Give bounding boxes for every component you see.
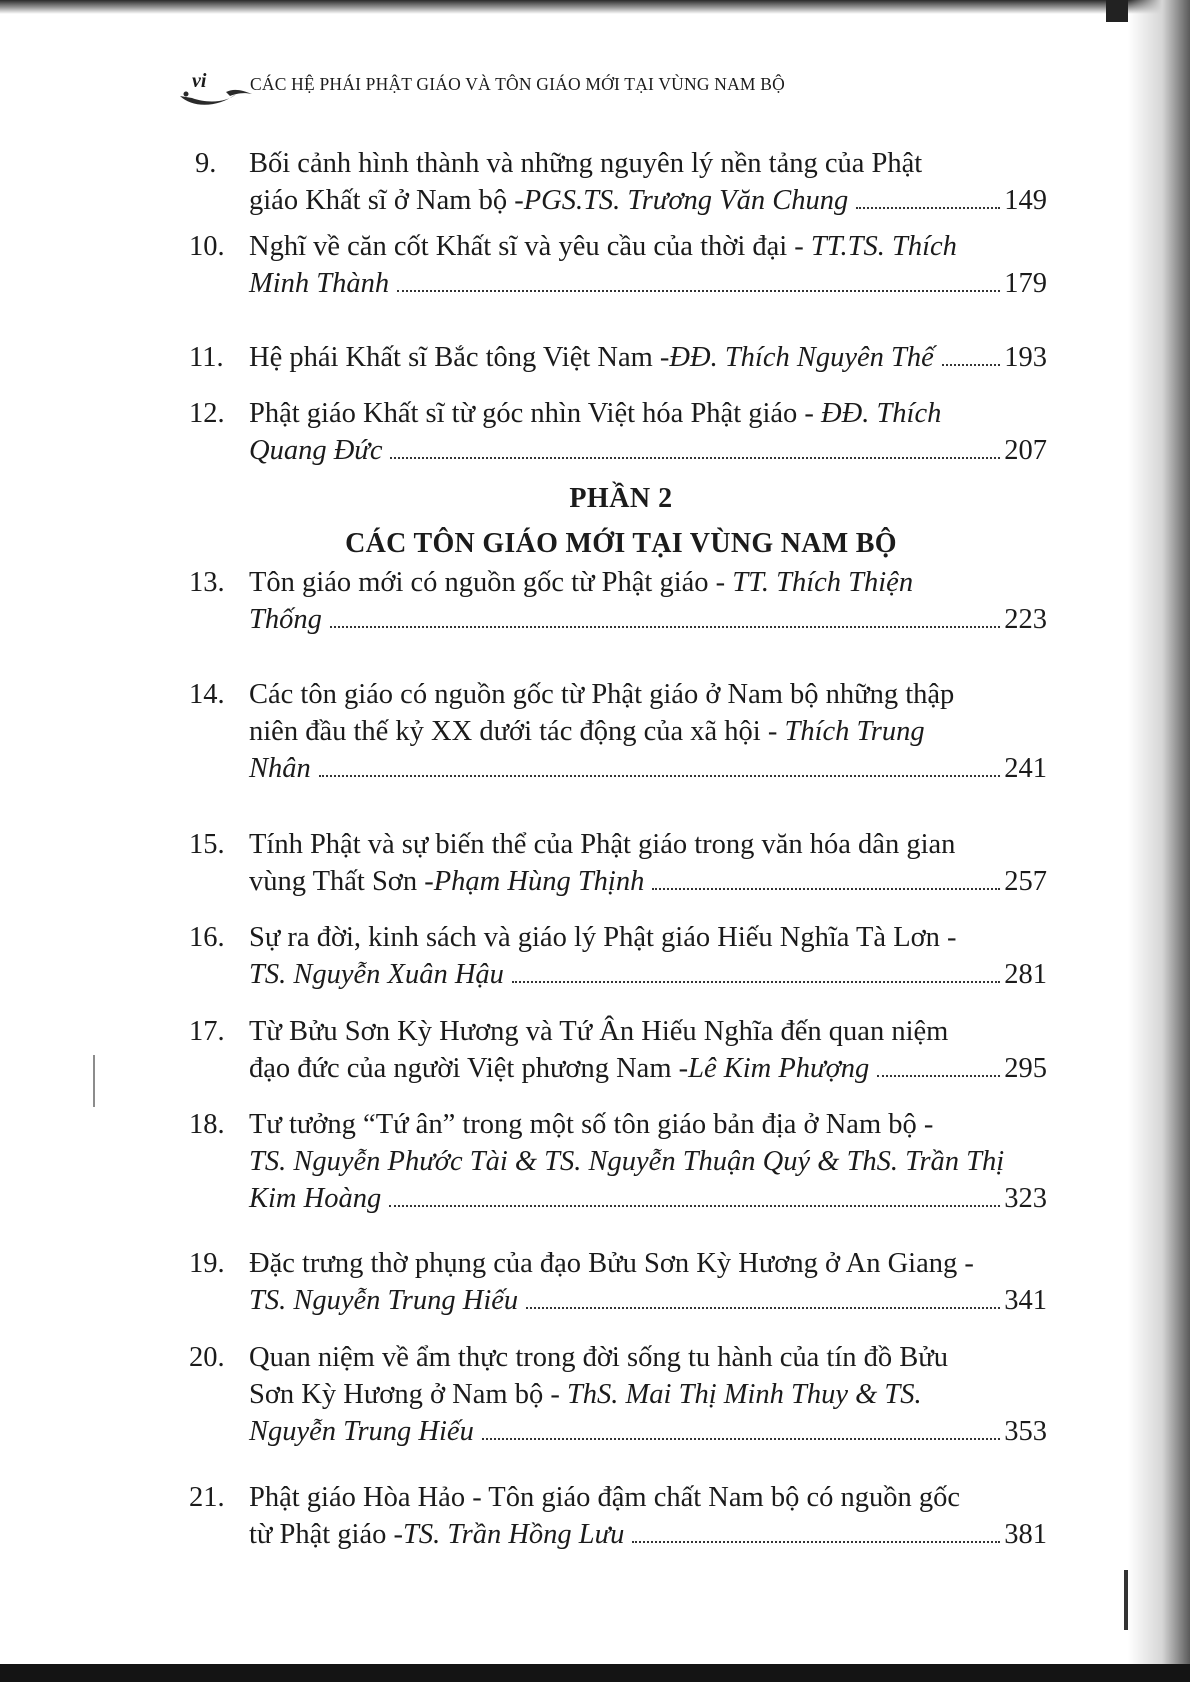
- entry-number: 21.: [189, 1482, 225, 1513]
- entry-number: 16.: [189, 922, 225, 953]
- entry-number: 15.: [189, 829, 225, 860]
- entry-author: Thích Trung: [784, 716, 925, 747]
- section-label: PHẦN 2: [569, 483, 673, 514]
- entry-title-line: Sơn Kỳ Hương ở Nam bộ -: [249, 1379, 567, 1410]
- entry-title-line: Phật giáo Khất sĩ từ góc nhìn Việt hóa Phật giáo -: [249, 398, 822, 429]
- leader-dots: [482, 1438, 1000, 1440]
- entry-author: TS. Nguyễn Phước Tài & TS. Nguyễn Thuận Quý & ThS. Trần Thị: [249, 1146, 1005, 1177]
- entry-number: 12.: [189, 398, 225, 429]
- entry-author: Minh Thành: [249, 268, 390, 299]
- leader-dots: [390, 457, 1000, 459]
- entry-page: 179: [1004, 268, 1047, 299]
- leader-dots: [319, 775, 1000, 777]
- entry-author: Nguyễn Trung Hiếu: [249, 1416, 474, 1447]
- entry-page: 353: [1004, 1416, 1047, 1447]
- entry-author: Phạm Hùng Thịnh: [433, 866, 645, 897]
- entry-title-line: Đặc trưng thờ phụng của đạo Bửu Sơn Kỳ Hương ở An Giang -: [249, 1248, 974, 1279]
- scan-speck: [93, 1055, 95, 1107]
- entry-title-line: Tư tưởng “Tứ ân” trong một số tôn giáo bản địa ở Nam bộ -: [249, 1109, 934, 1140]
- leader-dots: [526, 1307, 1000, 1309]
- entry-title-line: từ Phật giáo -: [249, 1519, 403, 1550]
- entry-number: 13.: [189, 567, 225, 598]
- entry-page: 323: [1004, 1183, 1047, 1214]
- entry-author: Nhân: [249, 753, 311, 784]
- entry-author: Quang Đức: [249, 435, 383, 466]
- entry-author: TT.TS. Thích: [810, 231, 957, 262]
- leader-dots: [397, 290, 1000, 292]
- entry-number: 20.: [189, 1342, 225, 1373]
- entry-title-line: vùng Thất Sơn -: [249, 866, 434, 897]
- entry-author: TS. Nguyễn Trung Hiếu: [249, 1285, 519, 1316]
- entry-title-line: Các tôn giáo có nguồn gốc từ Phật giáo ở Nam bộ những thập: [249, 679, 955, 710]
- entry-page: 381: [1004, 1519, 1047, 1550]
- leader-dots: [632, 1541, 1000, 1543]
- entry-title-line: giáo Khất sĩ ở Nam bộ -: [249, 185, 524, 216]
- entry-title-line: Nghĩ về căn cốt Khất sĩ và yêu cầu của thời đại -: [249, 231, 811, 262]
- entry-page: 193: [1004, 342, 1047, 373]
- entry-title-line: Hệ phái Khất sĩ Bắc tông Việt Nam -: [249, 342, 670, 373]
- entry-title-line: Phật giáo Hòa Hảo - Tôn giáo đậm chất Nam bộ có nguồn gốc: [249, 1482, 961, 1513]
- scan-corner-mark: [1106, 0, 1128, 22]
- entry-author: PGS.TS. Trương Văn Chung: [523, 185, 849, 216]
- entry-page: 149: [1004, 185, 1047, 216]
- entry-number: 11.: [189, 342, 224, 373]
- entry-title-line: Sự ra đời, kinh sách và giáo lý Phật giáo Hiếu Nghĩa Tà Lơn -: [249, 922, 957, 953]
- leader-dots: [330, 626, 1000, 628]
- scan-top-edge: [0, 0, 1190, 14]
- leader-dots: [942, 364, 1000, 366]
- entry-number: 14.: [189, 679, 225, 710]
- leader-dots: [652, 888, 1000, 890]
- entry-number: 18.: [189, 1109, 225, 1140]
- entry-author: Thống: [249, 604, 322, 635]
- entry-page: 341: [1004, 1285, 1047, 1316]
- scan-right-mark: [1124, 1570, 1128, 1630]
- entry-page: 257: [1004, 866, 1047, 897]
- entry-author: TT. Thích Thiện: [732, 567, 914, 598]
- entry-page: 295: [1004, 1053, 1047, 1084]
- entry-title-line: Quan niệm về ẩm thực trong đời sống tu hành của tín đồ Bửu: [249, 1342, 948, 1373]
- leader-dots: [856, 207, 1000, 209]
- scan-right-shadow: [1128, 0, 1190, 1682]
- entry-page: 241: [1004, 753, 1047, 784]
- entry-author: ĐĐ. Thích: [821, 398, 942, 429]
- entry-author: ThS. Mai Thị Minh Thuy & TS.: [566, 1379, 922, 1410]
- leader-dots: [512, 981, 1000, 983]
- entry-author: TS. Nguyễn Xuân Hậu: [249, 959, 504, 990]
- entry-title-line: Tôn giáo mới có nguồn gốc từ Phật giáo -: [249, 567, 733, 598]
- scan-bottom-edge: [0, 1664, 1190, 1682]
- leader-dots: [389, 1205, 1000, 1207]
- entry-title-line: niên đầu thế kỷ XX dưới tác động của xã hội -: [249, 716, 785, 747]
- entry-page: 207: [1004, 435, 1047, 466]
- entry-author: Lê Kim Phượng: [688, 1053, 870, 1084]
- entry-title-line: Bối cảnh hình thành và những nguyên lý nền tảng của Phật: [249, 148, 923, 179]
- running-header: [178, 70, 878, 110]
- entry-title-line: đạo đức của người Việt phương Nam -: [249, 1053, 689, 1084]
- entry-title-line: Tính Phật và sự biến thể của Phật giáo trong văn hóa dân gian: [249, 829, 956, 860]
- page-number: vi: [192, 70, 207, 92]
- leader-dots: [877, 1075, 1000, 1077]
- entry-number: 10.: [189, 231, 225, 262]
- entry-author: TS. Trần Hồng Lưu: [402, 1519, 625, 1550]
- entry-number: 17.: [189, 1016, 225, 1047]
- entry-page: 223: [1004, 604, 1047, 635]
- entry-page: 281: [1004, 959, 1047, 990]
- entry-number: 9.: [195, 148, 217, 179]
- ornament-icon: [178, 78, 254, 106]
- entry-title-line: Từ Bửu Sơn Kỳ Hương và Tứ Ân Hiếu Nghĩa đến quan niệm: [249, 1016, 949, 1047]
- section-title: CÁC TÔN GIÁO MỚI TẠI VÙNG NAM BỘ: [345, 528, 897, 559]
- entry-author: ĐĐ. Thích Nguyên Thế: [669, 342, 934, 373]
- entry-author: Kim Hoàng: [249, 1183, 382, 1214]
- entry-number: 19.: [189, 1248, 225, 1279]
- running-title: CÁC HỆ PHÁI PHẬT GIÁO VÀ TÔN GIÁO MỚI TẠI VÙNG NAM BỘ: [250, 74, 785, 94]
